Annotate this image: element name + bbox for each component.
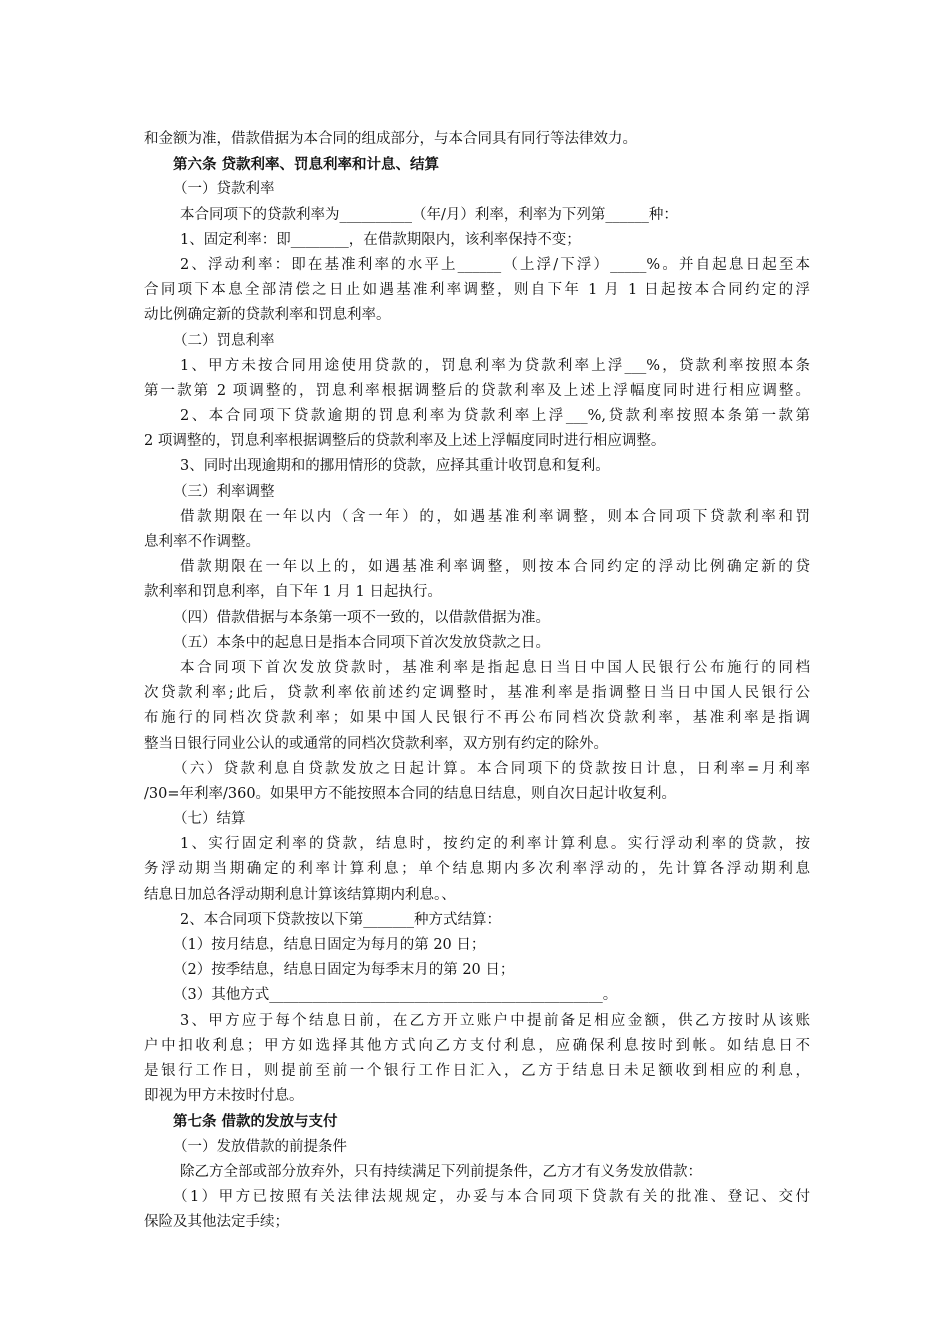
- paragraph-line: 3、同时出现逾期和的挪用情形的贷款，应择其重计收罚息和复利。: [180, 458, 610, 475]
- paragraph-line: 布施行的同档次贷款利率；如果中国人民银行不再公布同档次贷款利率，基准利率是指调: [144, 710, 810, 727]
- section-heading: 第六条 贷款利率、罚息利率和计息、结算: [173, 156, 440, 174]
- paragraph-line: 户中扣收利息；甲方如选择其他方式向乙方支付利息，应确保利息按时到帐。如结息日不: [144, 1037, 810, 1054]
- paragraph-line: 1、固定利率：即________，在借款期限内，该利率保持不变；: [180, 231, 581, 248]
- paragraph-line: （七）结算: [173, 811, 246, 828]
- paragraph-line: （1）按月结息，结息日固定为每月的第 20 日；: [173, 937, 486, 953]
- paragraph-line: 本合同项下首次发放贷款时，基准利率是指起息日当日中国人民银行公布施行的同档: [180, 659, 810, 676]
- paragraph-line: 和金额为准，借款借据为本合同的组成部分，与本合同具有同行等法律效力。: [144, 131, 637, 147]
- paragraph-line: 即视为甲方未按时付息。: [144, 1088, 304, 1105]
- paragraph-line: （3）其他方式______________________________________________。: [173, 987, 618, 1004]
- paragraph-line: 款利率和罚息利率，自下年 1 月 1 日起执行。: [144, 584, 442, 601]
- paragraph-line: （1）甲方已按照有关法律法规规定，办妥与本合同项下贷款有关的批准、登记、交付: [173, 1188, 810, 1205]
- paragraph-line: （2）按季结息，结息日固定为每季末月的第 20 日；: [173, 962, 515, 979]
- paragraph-line: 是银行工作日，则提前至前一个银行工作日汇入，乙方于结息日未足额收到相应的利息，: [144, 1062, 810, 1079]
- paragraph-line: （二）罚息利率: [173, 332, 275, 349]
- paragraph-line: 本合同项下的贷款利率为__________（年/月）利率，利率为下列第______种：: [180, 206, 678, 223]
- paragraph-line: （六）贷款利息自贷款发放之日起计算。本合同项下的贷款按日计息，日利率=月利率: [173, 760, 810, 777]
- paragraph-line: 结息日加总各浮动期利息计算该结算期内利息。、: [144, 886, 456, 903]
- document-body: [144, 127, 810, 1235]
- paragraph-line: 借款期限在一年以内（含一年）的，如遇基准利率调整，则本合同项下贷款利率和罚: [180, 508, 810, 525]
- paragraph-line: 1、实行固定利率的贷款，结息时，按约定的利率计算利息。实行浮动利率的贷款，按: [180, 836, 810, 853]
- paragraph-line: 除乙方全部或部分放弃外，只有持续满足下列前提条件，乙方才有义务发放借款：: [180, 1163, 702, 1180]
- paragraph-line: 1、甲方未按合同用途使用贷款的，罚息利率为贷款利率上浮___%，贷款利率按照本条: [180, 357, 810, 374]
- paragraph-line: 动比例确定新的贷款利率和罚息利率。: [144, 307, 391, 324]
- paragraph-line: 2、浮动利率：即在基准利率的水平上______（上浮/下浮）_____%。并自起息日起至本: [180, 256, 810, 273]
- section-heading: 第七条 借款的发放与支付: [173, 1113, 338, 1131]
- paragraph-line: 2、本合同项下贷款逾期的罚息利率为贷款利率上浮___%,贷款利率按照本条第一款第: [180, 408, 810, 425]
- paragraph-line: 次贷款利率;此后，贷款利率依前述约定调整时，基准利率是指调整日当日中国人民银行公: [144, 685, 810, 702]
- paragraph-line: 2 项调整的，罚息利率根据调整后的贷款利率及上述上浮幅度同时进行相应调整。: [144, 433, 666, 450]
- paragraph-line: 务浮动期当期确定的利率计算利息；单个结息期内多次利率浮动的，先计算各浮动期利息: [144, 861, 810, 878]
- paragraph-line: 合同项下本息全部清偿之日止如遇基准利率调整，则自下年 1 月 1 日起按本合同约定的浮: [144, 282, 810, 299]
- paragraph-line: /30=年利率/360。如果甲方不能按照本合同的结息日结息，则自次日起计收复利。: [144, 785, 677, 802]
- paragraph-line: （一）贷款利率: [173, 181, 275, 198]
- paragraph-line: 第一款第 2 项调整的，罚息利率根据调整后的贷款利率及上述上浮幅度同时进行相应调整。: [144, 382, 810, 399]
- paragraph-line: 息利率不作调整。: [144, 534, 260, 550]
- paragraph-line: 借款期限在一年以上的，如遇基准利率调整，则按本合同约定的浮动比例确定新的贷: [180, 559, 810, 576]
- paragraph-line: （四）借款借据与本条第一项不一致的，以借款借据为准。: [173, 609, 550, 626]
- paragraph-line: （五）本条中的起息日是指本合同项下首次发放贷款之日。: [173, 634, 550, 651]
- paragraph-line: 2、本合同项下贷款按以下第_______种方式结算：: [180, 911, 501, 928]
- paragraph-line: 保险及其他法定手续；: [144, 1214, 289, 1231]
- paragraph-line: 整当日银行同业公认的或通常的同档次贷款利率，双方别有约定的除外。: [144, 735, 608, 752]
- paragraph-line: （一）发放借款的前提条件: [173, 1138, 347, 1155]
- paragraph-line: 3、甲方应于每个结息日前，在乙方开立账户中提前备足相应金额，供乙方按时从该账: [180, 1012, 810, 1029]
- paragraph-line: （三）利率调整: [173, 483, 275, 500]
